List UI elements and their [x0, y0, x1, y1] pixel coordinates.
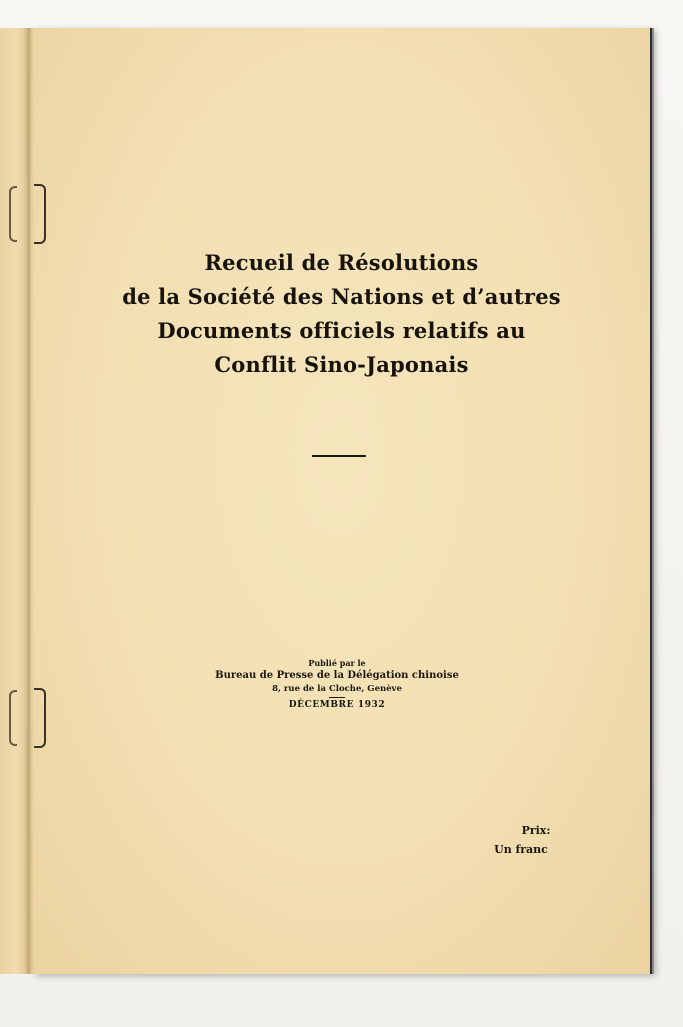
price-label: Prix: [521, 824, 551, 837]
staple-icon [34, 184, 46, 244]
document-title [0, 246, 683, 382]
price-block [466, 821, 576, 859]
price-value: Un franc [494, 843, 548, 856]
spine-shadow [24, 28, 34, 974]
publication-date: DÉCEMBRE 1932 [288, 700, 386, 710]
publisher-address: 8, rue de la Cloche, Genève [272, 684, 402, 694]
title-divider [312, 455, 366, 457]
staple-back-icon [9, 186, 17, 242]
title-line: Conflit Sino-Japonais [214, 352, 469, 377]
staple-back-icon [9, 690, 17, 746]
publisher-intro: Publié par le [308, 658, 366, 668]
title-line: de la Société des Nations et d’autres [122, 284, 561, 309]
title-line: Documents officiels relatifs au [157, 318, 526, 343]
publisher-divider [329, 697, 345, 698]
publisher-name: Bureau de Presse de la Délégation chinoise [215, 670, 459, 681]
publisher-block [160, 657, 514, 712]
staple-icon [34, 688, 46, 748]
title-line: Recueil de Résolutions [204, 250, 479, 275]
